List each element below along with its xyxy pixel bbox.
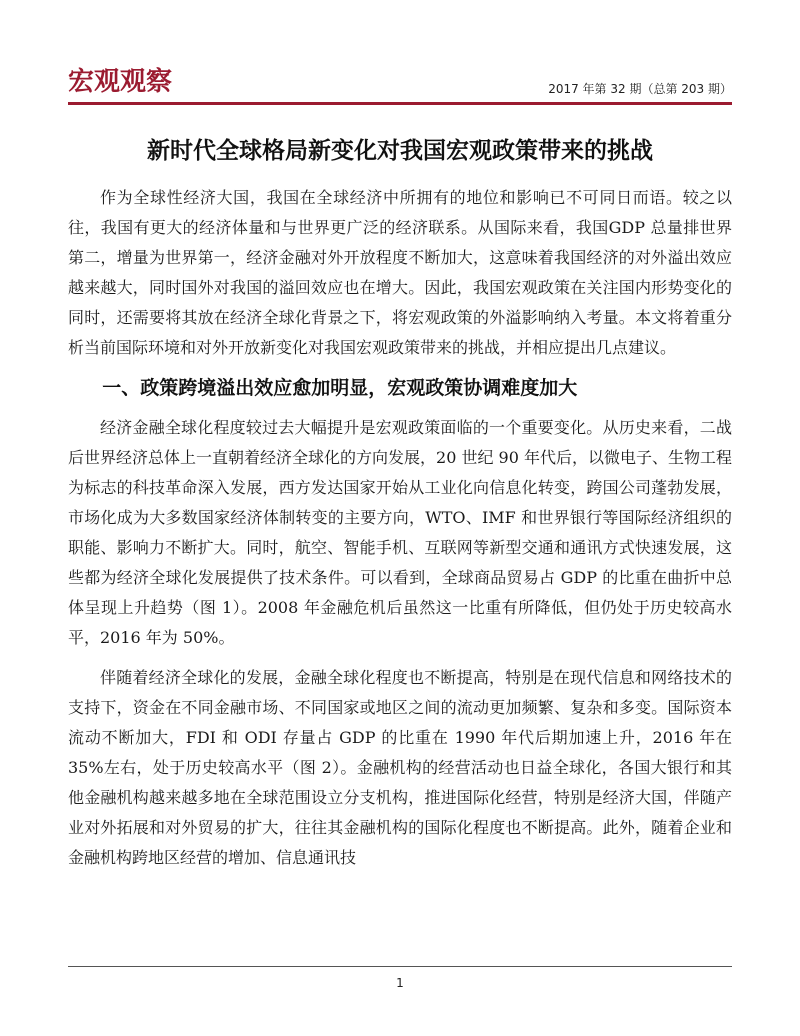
publication-brand: 宏观观察 (68, 67, 173, 97)
article-title: 新时代全球格局新变化对我国宏观政策带来的挑战 (147, 138, 653, 164)
article-body (68, 183, 732, 883)
intro-paragraph: 作为全球性经济大国，我国在全球经济中所拥有的地位和影响已不可同日而语。较之以往，我国有更大的经济体量和与世界更广泛的经济联系。从国际来看，我国GDP 总量排世界第二，增量为世界第一，经济金融对外开放程度不断加大，这意味着我国经济的对外溢出效应越来越大，同时国外对我国的溢回效应也在增大。因此，我国宏观政策在关注国内形势变化的同时，还需要将其放在经济全球化背景之下，将宏观政策的外溢影响纳入考量。本文将着重分析当前国际环境和对外开放新变化对我国宏观政策带来的挑战，并相应提出几点建议。 (68, 188, 732, 357)
body-paragraph: 伴随着经济全球化的发展，金融全球化程度也不断提高，特别是在现代信息和网络技术的支持下，资金在不同金融市场、不同国家或地区之间的流动更加频繁、复杂和多变。国际资本流动不断加大，FDI 和 ODI 存量占 GDP 的比重在 1990 年代后期加速上升，2016 年在 35%左右，处于历史较高水平（图 2）。金融机构的经营活动也日益全球化，各国大银行和其他金融机构越来越多地在全球范围设立分支机构，推进国际化经营，特别是经济大国，伴随产业对外拓展和对外贸易的扩大，往往其金融机构的国际化程度也不断提高。此外，随着企业和金融机构跨地区经营的增加、信息通讯技 (68, 668, 732, 867)
page-header (68, 62, 732, 105)
section-heading: 一、政策跨境溢出效应愈加明显，宏观政策协调难度加大 (102, 377, 578, 399)
footer-divider (68, 966, 732, 967)
issue-info: 2017 年第 32 期（总第 203 期） (548, 82, 732, 96)
page-number: 1 (396, 976, 404, 990)
body-paragraph: 经济金融全球化程度较过去大幅提升是宏观政策面临的一个重要变化。从历史来看，二战后世界经济总体上一直朝着经济全球化的方向发展，20 世纪 90 年代后，以微电子、生物工程为标志的科技革命深入发展，西方发达国家开始从工业化向信息化转变，跨国公司蓬勃发展，市场化成为大多数国家经济体制转变的主要方向，WTO、IMF 和世界银行等国际经济组织的职能、影响力不断扩大。同时，航空、智能手机、互联网等新型交通和通讯方式快速发展，这些都为经济全球化发展提供了技术条件。可以看到，全球商品贸易占 GDP 的比重在曲折中总体呈现上升趋势（图 1）。2008 年金融危机后虽然这一比重有所降低，但仍处于历史较高水平，2016 年为 50%。 (68, 418, 732, 647)
